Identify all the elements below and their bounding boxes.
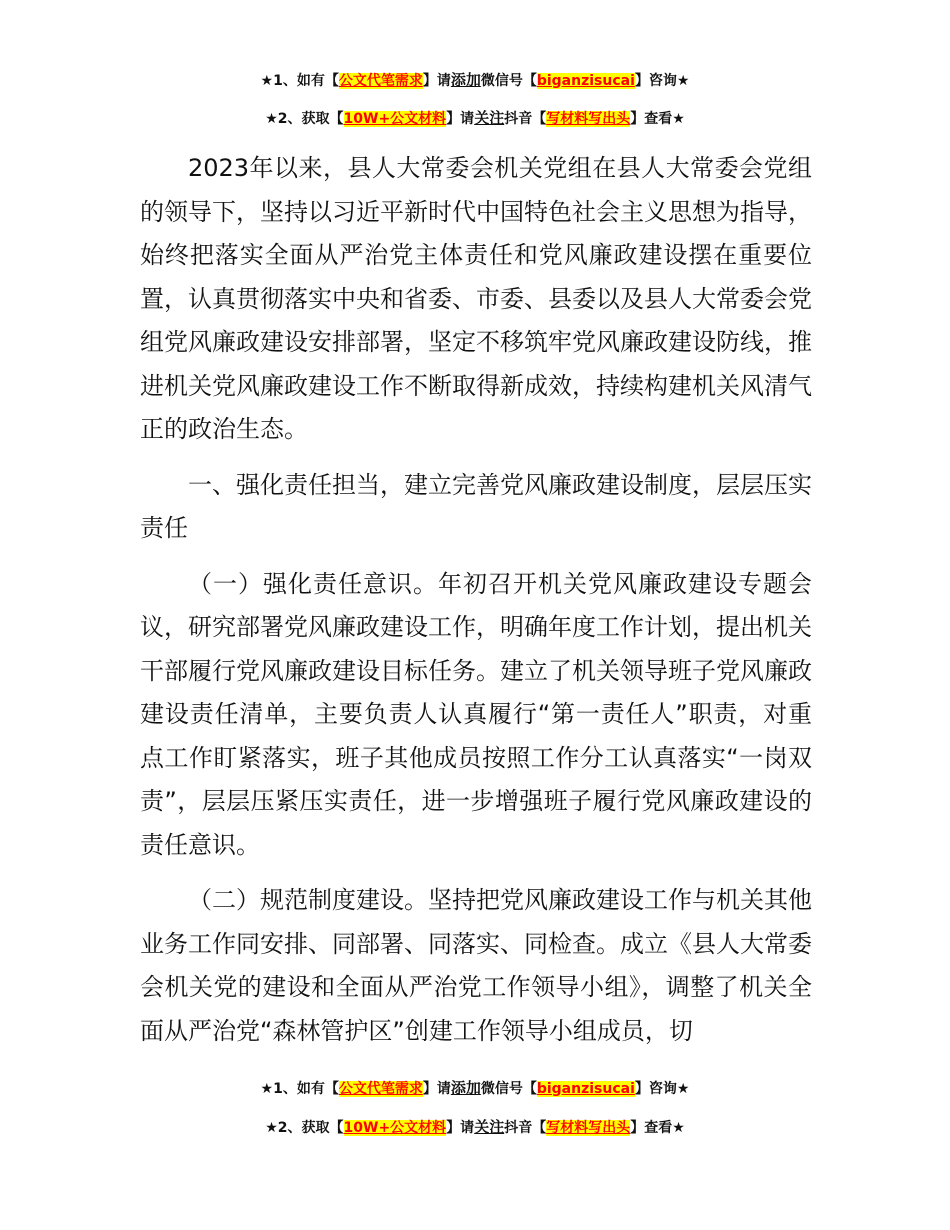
banner-text: 微信号【 <box>480 73 537 89</box>
promo-banner-top-line1 <box>0 70 950 91</box>
banner-text: 】咨询★ <box>634 1081 690 1097</box>
banner-text: 】查看★ <box>630 1120 685 1136</box>
banner-text: 抖音【 <box>504 1120 547 1136</box>
banner-text: 抖音【 <box>504 111 547 127</box>
banner-text: 微信号【 <box>480 1081 537 1097</box>
banner-text: ★2、获取【 <box>265 1120 344 1136</box>
highlight-douyin-account: 写材料写出头 <box>546 111 631 127</box>
banner-emphasis: 关注 <box>474 1118 505 1136</box>
highlight-service: 公文代笔需求 <box>338 1081 423 1097</box>
banner-emphasis: 添加 <box>450 71 481 89</box>
promo-banner-top-line2 <box>0 108 950 129</box>
banner-text: 】请 <box>422 1081 451 1097</box>
banner-text: ★2、获取【 <box>265 111 344 127</box>
banner-emphasis: 添加 <box>450 1079 481 1097</box>
banner-text: 】查看★ <box>630 111 685 127</box>
highlight-wechat-id: biganzisucai <box>536 73 635 89</box>
highlight-materials: 10W+公文材料 <box>343 1120 447 1136</box>
banner-text: 】请 <box>422 73 451 89</box>
banner-text: 】请 <box>446 111 475 127</box>
section-heading-1: 一、强化责任担当，建立完善党风廉政建设制度，层层压实责任 <box>140 470 812 542</box>
banner-text: 】请 <box>446 1120 475 1136</box>
banner-text: ★1、如有【 <box>260 1081 339 1097</box>
highlight-douyin-account: 写材料写出头 <box>546 1120 631 1136</box>
banner-text: 】咨询★ <box>634 73 690 89</box>
document-body <box>140 147 812 1065</box>
highlight-wechat-id: biganzisucai <box>536 1081 635 1097</box>
paragraph-system-building: （二）规范制度建设。坚持把党风廉政建设工作与机关其他业务工作同安排、同部署、同落实、同检查。成立《县人大常委会机关党的建设和全面从严治党工作领导小组》，调整了机关全面从严治党“森林管护区”创建工作领导小组成员，切 <box>140 886 812 1045</box>
promo-banner-bottom-line2 <box>0 1117 950 1138</box>
promo-banner-bottom-line1 <box>0 1078 950 1099</box>
banner-text: ★1、如有【 <box>260 73 339 89</box>
highlight-service: 公文代笔需求 <box>338 73 423 89</box>
banner-emphasis: 关注 <box>474 109 505 127</box>
highlight-materials: 10W+公文材料 <box>343 111 447 127</box>
paragraph-responsibility: （一）强化责任意识。年初召开机关党风廉政建设专题会议，研究部署党风廉政建设工作，明确年度工作计划，提出机关干部履行党风廉政建设目标任务。建立了机关领导班子党风廉政建设责任清单，主要负责人认真履行“第一责任人”职责，对重点工作盯紧落实，班子其他成员按照工作分工认真落实“一岗双责”，层层压紧压实责任，进一步增强班子履行党风廉政建设的责任意识。 <box>140 569 812 859</box>
paragraph-intro: 2023年以来，县人大常委会机关党组在县人大常委会党组的领导下，坚持以习近平新时代中国特色社会主义思想为指导，始终把落实全面从严治党主体责任和党风廉政建设摆在重要位置，认真贯彻落实中央和省委、市委、县委以及县人大常委会党组党风廉政建设安排部署，坚定不移筑牢党风廉政建设防线，推进机关党风廉政建设工作不断取得新成效，持续构建机关风清气正的政治生态。 <box>140 154 812 443</box>
